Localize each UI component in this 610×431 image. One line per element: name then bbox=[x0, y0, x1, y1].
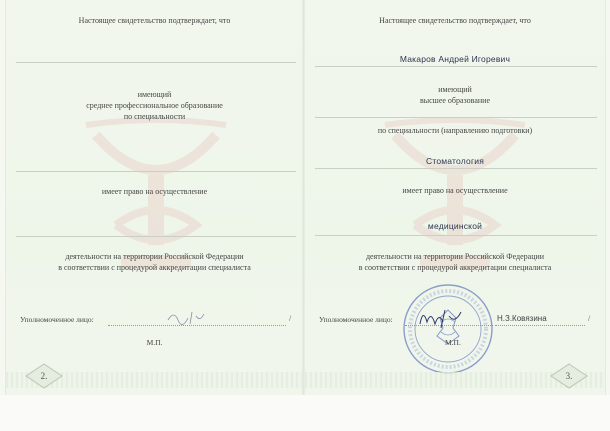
having-text: имеющий bbox=[438, 85, 472, 94]
specialty-line bbox=[16, 171, 296, 172]
signer-line bbox=[495, 325, 585, 327]
education-line bbox=[315, 117, 597, 118]
accreditation-text: в соответствии с процедурой аккредитации специалиста bbox=[358, 263, 552, 272]
authorized-person-label: Уполномоченное лицо: bbox=[319, 315, 393, 324]
signature-slash: / bbox=[588, 314, 591, 323]
education-text: среднее профессиональное образование bbox=[86, 101, 223, 110]
certifies-text: Настоящее свидетельство подтверждает, что bbox=[379, 16, 531, 25]
signature-mark-icon bbox=[166, 308, 206, 326]
accreditation-text: в соответствии с процедурой аккредитации специалиста bbox=[58, 263, 251, 272]
page-number: 2. bbox=[40, 371, 48, 381]
having-text: имеющий bbox=[137, 90, 172, 99]
territory-text: деятельности на территории Российской Федерации bbox=[365, 252, 545, 261]
activity-line bbox=[315, 235, 597, 236]
certifies-text: Настоящее свидетельство подтверждает, что bbox=[78, 16, 231, 25]
right-to-practice-text: имеет право на осуществление bbox=[101, 187, 208, 196]
specialty-label: по специальности (направлению подготовки) bbox=[377, 126, 533, 135]
specialty-label: по специальности bbox=[123, 112, 186, 121]
specialty-value: Стоматология bbox=[425, 156, 485, 166]
scan-margin bbox=[0, 395, 610, 431]
name-line bbox=[16, 62, 296, 63]
stamp-place-label: М.П. bbox=[445, 338, 461, 347]
holder-name: Макаров Андрей Игоревич bbox=[399, 54, 511, 64]
authorized-person-label: Уполномоченное лицо: bbox=[20, 315, 94, 324]
page-number: 3. bbox=[565, 371, 573, 381]
name-line bbox=[315, 66, 597, 67]
signature-slash: / bbox=[289, 314, 292, 323]
signer-name: Н.З.Ковязина bbox=[497, 314, 547, 323]
territory-text: деятельности на территории Российской Федерации bbox=[65, 252, 244, 261]
right-to-practice-text: имеет право на осуществление bbox=[402, 186, 508, 195]
left-page bbox=[5, 0, 303, 395]
right-page bbox=[305, 0, 606, 395]
activity-value: медицинской bbox=[427, 221, 483, 231]
signature-mark-icon bbox=[417, 304, 465, 330]
activity-line bbox=[16, 236, 296, 237]
stamp-place-label: М.П. bbox=[146, 338, 163, 347]
specialty-line bbox=[315, 168, 597, 169]
education-text: высшее образование bbox=[419, 96, 491, 105]
